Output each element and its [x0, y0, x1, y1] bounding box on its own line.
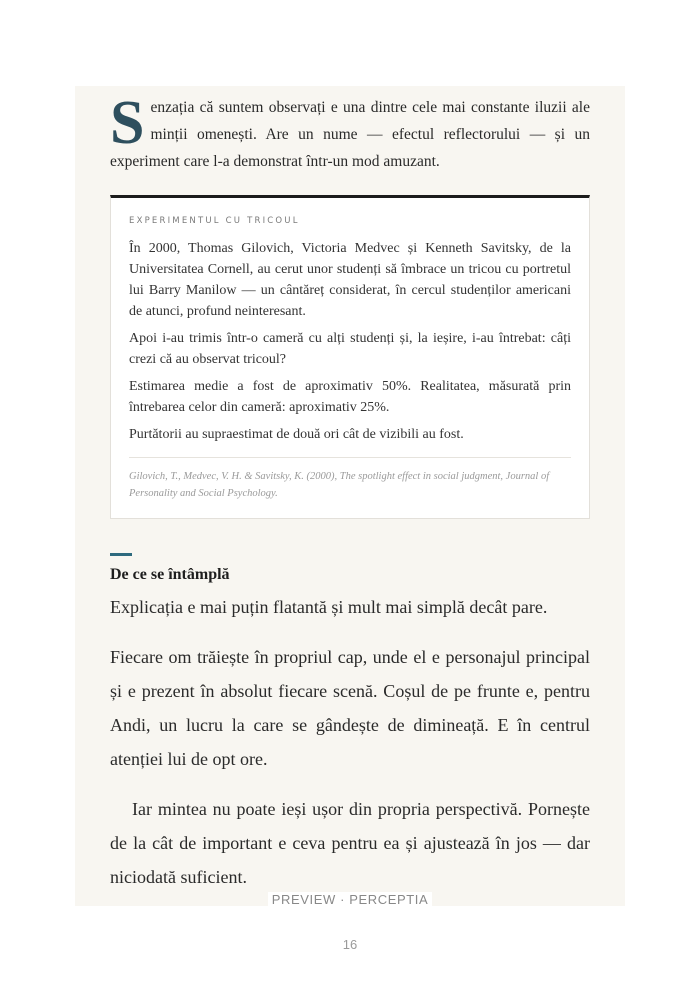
section-accent-bar — [110, 553, 132, 556]
preview-label-text: PREVIEW · PERCEPTIA — [268, 892, 433, 907]
intro-text: enzația că suntem observați e una dintre cele mai constante iluzii ale minții omenești. Are un nume — efectul reflectorului — și un experiment care l-a demonstrat într-un mod amuzant. — [110, 99, 590, 170]
citation: Gilovich, T., Medvec, V. H. & Savitsky, K. (2000), The spotlight effect in social judgment, Journal of Personality and Social Psychology. — [129, 471, 550, 499]
section-heading: De ce se întâmplă — [110, 566, 230, 583]
intro-paragraph — [110, 89, 590, 175]
body-paragraph: Explicația e mai puțin flatantă și mult mai simplă decât pare. — [110, 597, 548, 617]
experiment-paragraph: Apoi i-au trimis într-o cameră cu alți studenți și, la ieșire, i-au întrebat: câți crezi că au observat tricoul? — [129, 331, 571, 367]
experiment-paragraph: Estimarea medie a fost de aproximativ 50%. Realitatea, măsurată prin întrebarea celor din cameră: aproximativ 25%. — [129, 379, 571, 415]
body-paragraph: Fiecare om trăiește în propriul cap, unde el e personajul principal și e prezent în absolut fiecare scenă. Coșul de pe frunte e, pentru Andi, un lucru la care se gândește de dimineață. E în centrul atenției lui de opt ore. — [110, 647, 590, 769]
experiment-paragraph: Purtătorii au supraestimat de două ori cât de vizibili au fost. — [129, 427, 464, 442]
box-divider — [129, 457, 571, 458]
drop-cap: S — [110, 89, 145, 157]
experiment-box-label: EXPERIMENTUL CU TRICOUL — [129, 216, 300, 226]
preview-footer-label — [0, 892, 700, 907]
page-content — [110, 89, 590, 910]
body-paragraph: Iar mintea nu poate ieși ușor din propria perspectivă. Pornește de la cât de important e ceva pentru ea și ajustează în jos — dar niciodată suficient. — [110, 799, 590, 887]
experiment-box — [110, 195, 590, 519]
experiment-paragraph: În 2000, Thomas Gilovich, Victoria Medvec și Kenneth Savitsky, de la Universitatea Cornell, au cerut unor studenți să îmbrace un tricou cu portretul lui Barry Manilow — un cântăreț considerat, în cercul studenților americani de atunci, profund neinteresant. — [129, 241, 571, 319]
page-number: 16 — [342, 937, 358, 952]
